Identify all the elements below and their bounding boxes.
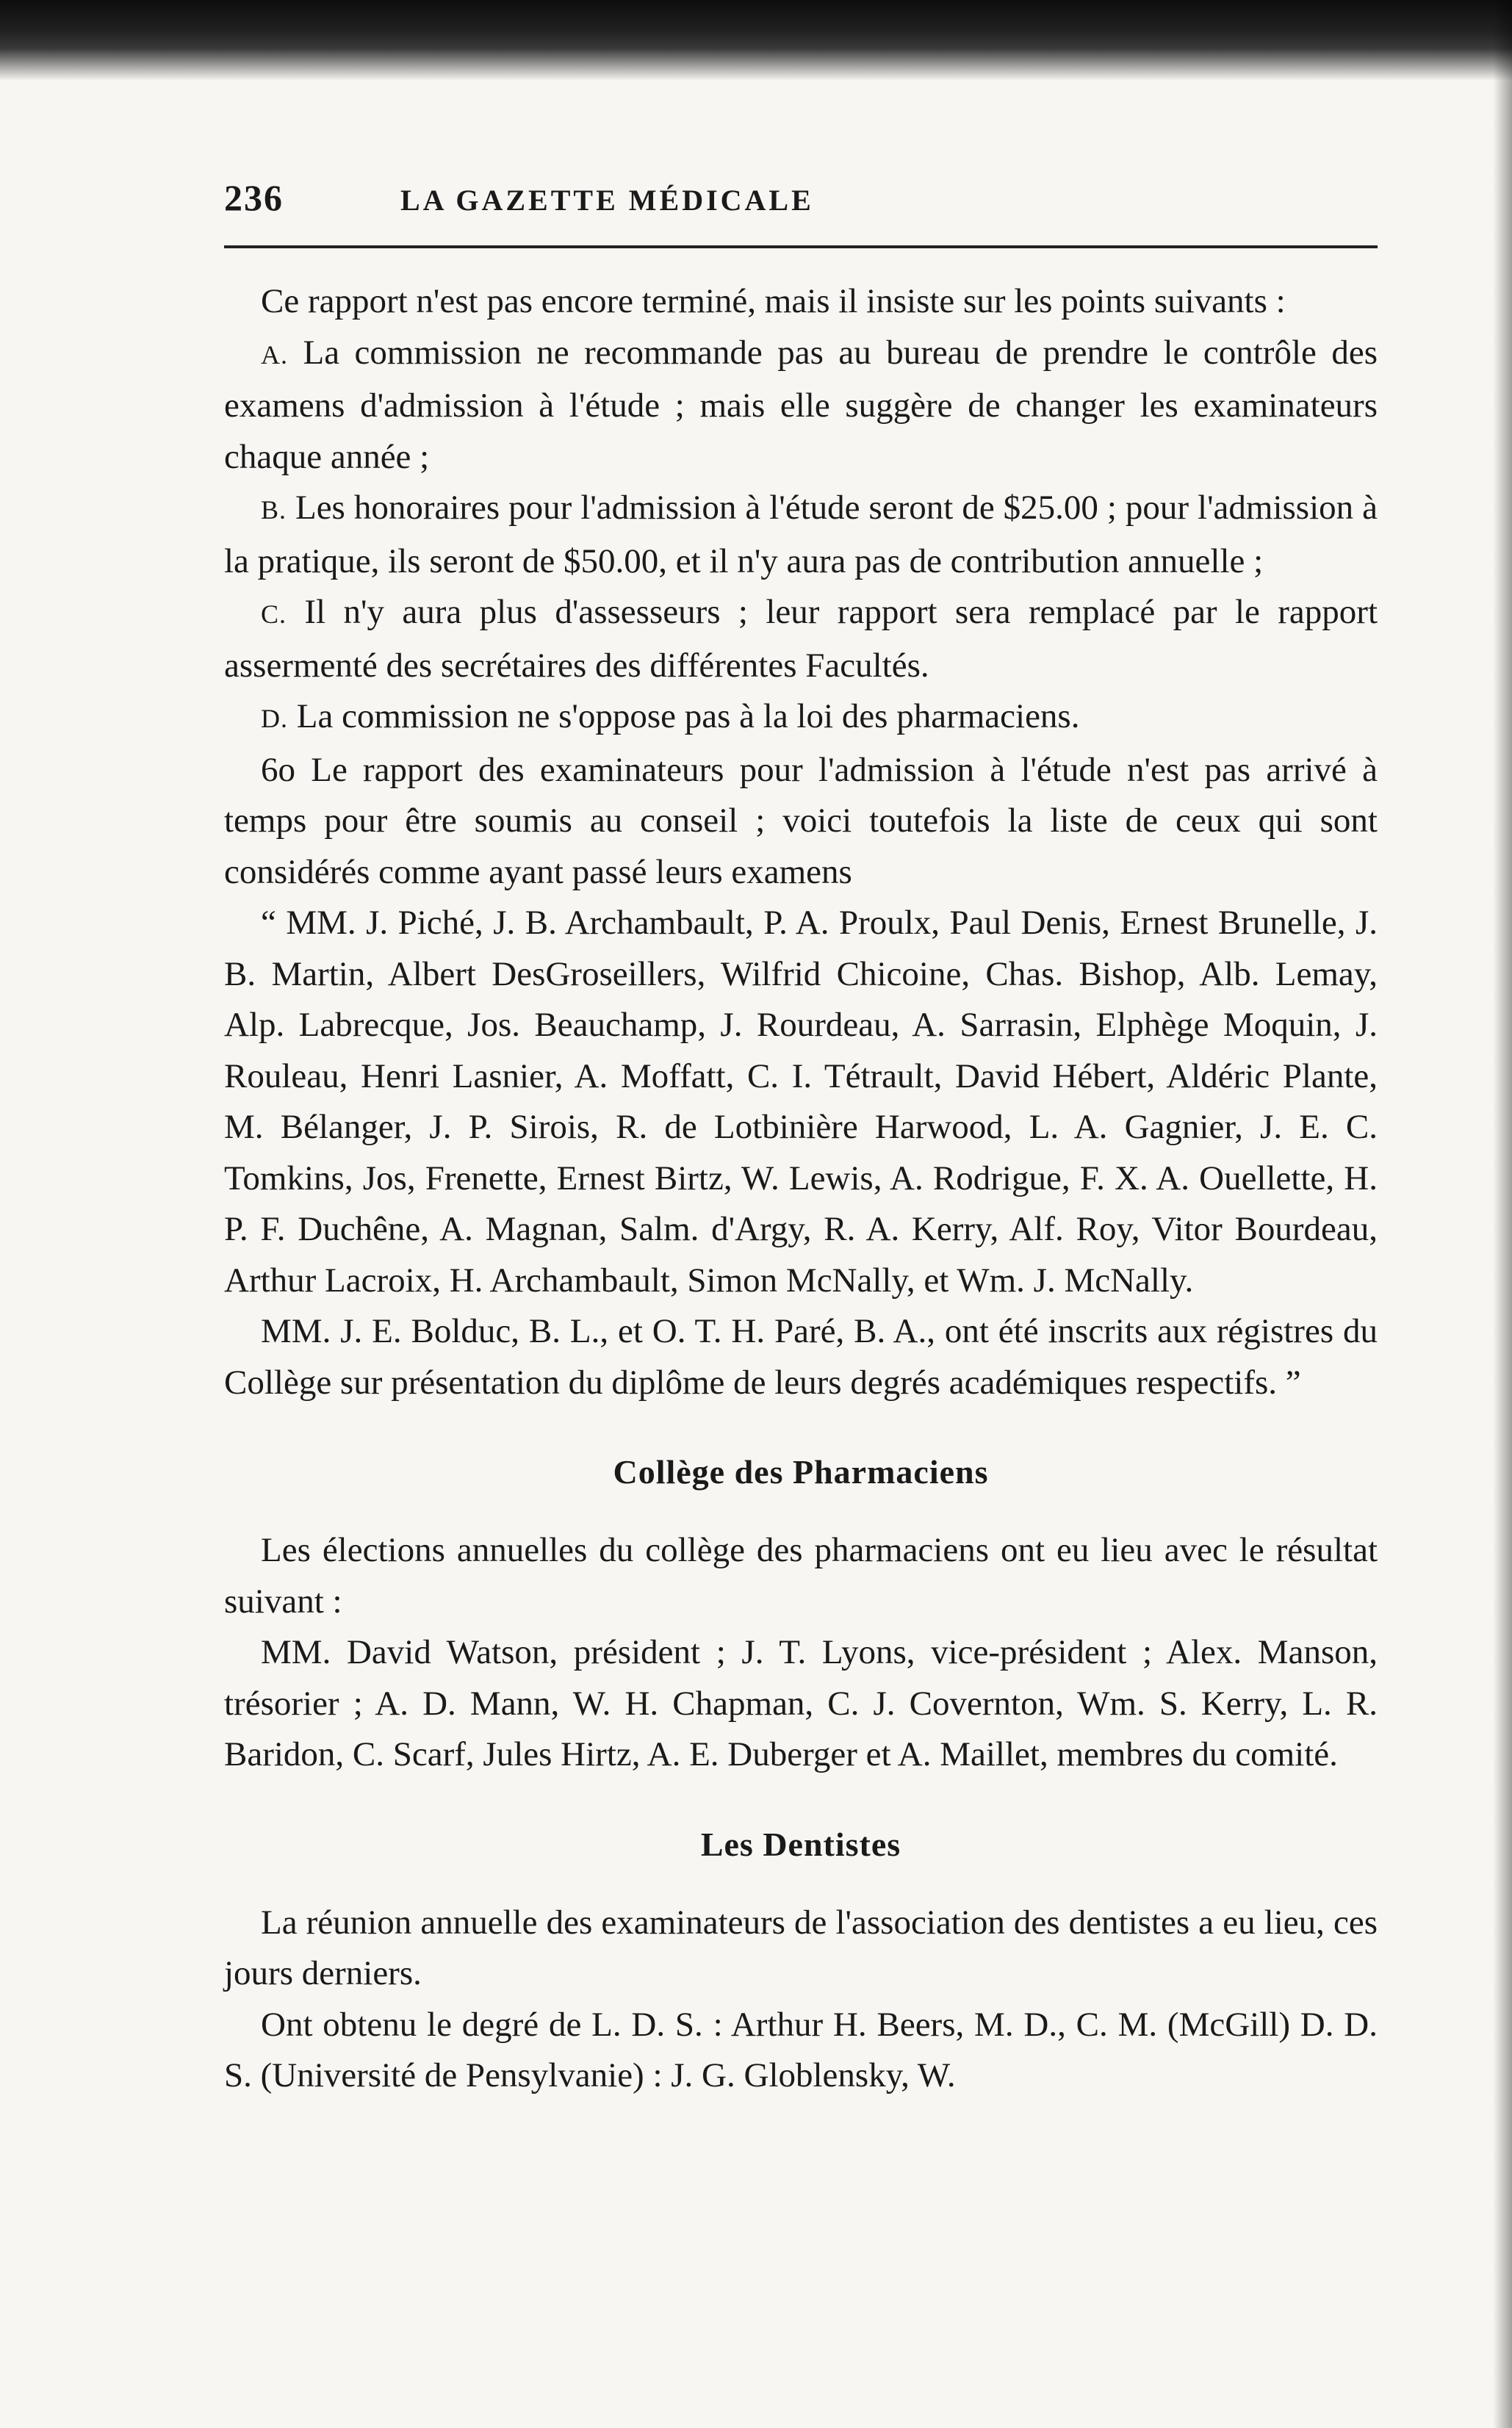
section-title-dentistes: Les Dentistes bbox=[700, 1825, 901, 1863]
item-b bbox=[224, 483, 1378, 587]
document-page bbox=[224, 176, 1378, 2102]
item-a-label: A. bbox=[261, 339, 288, 370]
scan-right-edge bbox=[1493, 0, 1512, 2428]
header-rule bbox=[224, 245, 1378, 248]
item-d-label: D. bbox=[261, 704, 288, 733]
item-d-text: La commission ne s'oppose pas à la loi des pharmaciens. bbox=[296, 697, 1080, 735]
item-d bbox=[224, 691, 1378, 745]
item-a-text: La commission ne recommande pas au bureau de prendre le contrôle des examens d'admission à l'étude ; mais elle suggère de changer les examinateurs chaque année ; bbox=[224, 333, 1378, 476]
dentistes-paragraph-1: La réunion annuelle des examinateurs de l'association des dentistes a eu lieu, ces jours derniers. bbox=[224, 1903, 1378, 1992]
names-list-paragraph: “ MM. J. Piché, J. B. Archambault, P. A. Proulx, Paul Denis, Ernest Brunelle, J. B. Martin, Albert DesGroseillers, Wilfrid Chicoine, Chas. Bishop, Alb. Lemay, Alp. Labrecque, Jos. Beauchamp, J. Rourdeau, A. Sarrasin, Elphège Moquin, J. Rouleau, Henri Lasnier, A. Moffatt, C. I. Tétrault, David Hébert, Aldéric Plante, M. Bélanger, J. P. Sirois, R. de Lotbinière Harwood, L. A. Gagnier, J. E. C. Tomkins, Jos, Frenette, Ernest Birtz, W. Lewis, A. Rodrigue, F. X. A. Ouellette, H. P. F. Duchêne, A. Magnan, Salm. d'Argy, R. A. Kerry, Alf. Roy, Vitor Bourdeau, Arthur Lacroix, H. Archambault, Simon McNally, et Wm. J. McNally. bbox=[224, 904, 1378, 1300]
item-c-text: Il n'y aura plus d'assesseurs ; leur rapport sera remplacé par le rapport assermenté des secrétaires des différentes Facultés. bbox=[224, 593, 1378, 685]
pharmaciens-paragraph-2: MM. David Watson, président ; J. T. Lyons, vice-président ; Alex. Manson, trésorier ; A. D. Mann, W. H. Chapman, C. J. Covernton, Wm. S. Kerry, L. R. Baridon, C. Scarf, Jules Hirtz, A. E. Duberger et A. Maillet, membres du comité. bbox=[224, 1633, 1378, 1773]
page-header bbox=[224, 176, 1378, 219]
item-c bbox=[224, 587, 1378, 691]
section-title-pharmaciens: Collège des Pharmaciens bbox=[613, 1453, 989, 1491]
running-title: LA GAZETTE MÉDICALE bbox=[400, 184, 814, 217]
intro-paragraph: Ce rapport n'est pas encore terminé, mais il insiste sur les points suivants : bbox=[261, 282, 1286, 320]
item-b-text: Les honoraires pour l'admission à l'étude seront de $25.00 ; pour l'admission à la pratique, ils seront de $50.00, et il n'y aura pas de contribution annuelle ; bbox=[224, 489, 1378, 580]
registered-paragraph: MM. J. E. Bolduc, B. L., et O. T. H. Paré, B. A., ont été inscrits aux régistres du Collège sur présentation du diplôme de leurs degrés académiques respectifs. ” bbox=[224, 1312, 1378, 1402]
dentistes-paragraph-2: Ont obtenu le degré de L. D. S. : Arthur H. Beers, M. D., C. M. (McGill) D. D. S. (Université de Pensylvanie) : J. G. Globlensky, W. bbox=[224, 2005, 1378, 2094]
item-a bbox=[224, 328, 1378, 483]
point-six-paragraph: 6o Le rapport des examinateurs pour l'admission à l'étude n'est pas arrivé à temps pour être soumis au conseil ; voici toutefois la liste de ceux qui sont considérés comme ayant passé leurs examens bbox=[224, 750, 1378, 891]
page-number: 236 bbox=[224, 177, 284, 218]
item-b-label: B. bbox=[261, 495, 287, 525]
item-c-label: C. bbox=[261, 599, 287, 629]
pharmaciens-paragraph-1: Les élections annuelles du collège des pharmaciens ont eu lieu avec le résultat suivant : bbox=[224, 1531, 1378, 1621]
scan-top-shadow bbox=[0, 0, 1512, 81]
